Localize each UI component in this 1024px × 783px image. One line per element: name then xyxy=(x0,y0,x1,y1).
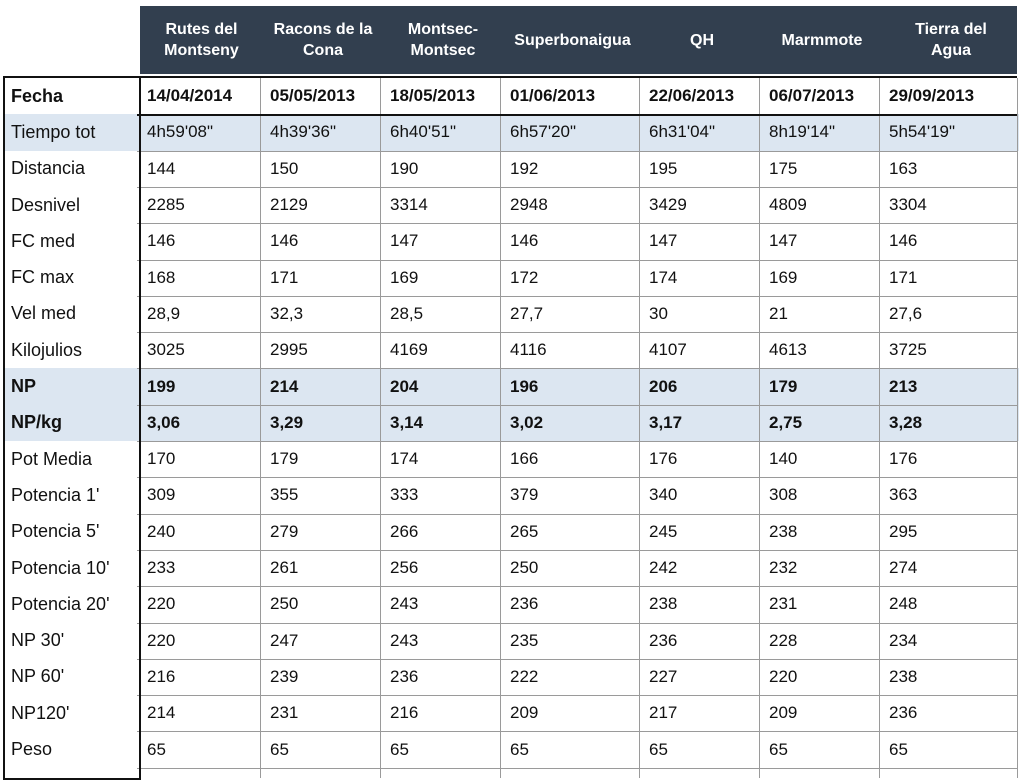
table-cell: 3,14 xyxy=(390,412,424,432)
table-cell: 171 xyxy=(889,267,918,287)
table-cell: 238 xyxy=(649,594,678,614)
table-row xyxy=(3,187,1019,223)
table-cell: 217 xyxy=(649,703,678,723)
table-row xyxy=(3,223,1019,259)
table-cell: 4h39'36" xyxy=(270,122,337,142)
table-cell: 150 xyxy=(270,158,299,178)
row-divider xyxy=(137,623,1017,624)
table-cell: 147 xyxy=(649,231,678,251)
row-label: Potencia 5' xyxy=(11,521,100,542)
table-cell: 195 xyxy=(649,158,678,178)
column-header-6: Marmmote xyxy=(781,31,863,49)
table-cell: 239 xyxy=(270,666,299,686)
table-row xyxy=(3,695,1019,731)
table-cell: 206 xyxy=(649,376,678,396)
table-cell: 266 xyxy=(390,521,419,541)
row-divider xyxy=(137,695,1017,696)
table-row xyxy=(3,550,1019,586)
column-divider xyxy=(879,78,880,778)
table-cell: 209 xyxy=(769,703,798,723)
row-divider xyxy=(137,368,1017,369)
row-divider xyxy=(137,151,1017,152)
table-row xyxy=(3,731,1019,767)
row-divider xyxy=(137,514,1017,515)
row-label: Vel med xyxy=(11,303,77,324)
table-cell: 05/05/2013 xyxy=(270,86,356,106)
column-divider xyxy=(500,78,501,778)
table-cell: 214 xyxy=(270,376,299,396)
table-cell: 243 xyxy=(390,630,419,650)
table-cell: 6h40'51" xyxy=(390,122,457,142)
row-label: Kilojulios xyxy=(11,339,83,360)
table-cell: 216 xyxy=(147,666,176,686)
table-cell: 146 xyxy=(510,231,539,251)
table-row xyxy=(3,368,1019,404)
table-cell: 250 xyxy=(510,558,539,578)
table-row xyxy=(3,405,1019,441)
table-cell: 265 xyxy=(510,521,539,541)
table-cell: 220 xyxy=(147,594,176,614)
table-cell: 295 xyxy=(889,521,918,541)
row-label: Potencia 20' xyxy=(11,593,110,614)
table-cell: 220 xyxy=(147,630,176,650)
table-cell: 192 xyxy=(510,158,539,178)
table-cell: 175 xyxy=(769,158,798,178)
table-cell: 216 xyxy=(390,703,419,723)
table-cell: 4h59'08" xyxy=(147,122,214,142)
row-label: NP 30' xyxy=(11,630,65,651)
row-divider xyxy=(137,187,1017,188)
row-divider xyxy=(137,260,1017,261)
table-row xyxy=(3,514,1019,550)
row-label: Potencia 1' xyxy=(11,484,100,505)
table-cell: 309 xyxy=(147,485,176,505)
table-cell: 190 xyxy=(390,158,419,178)
table-cell: 6h57'20" xyxy=(510,122,577,142)
table-cell: 213 xyxy=(889,376,918,396)
table-cell: 233 xyxy=(147,558,176,578)
table-cell: 22/06/2013 xyxy=(649,86,735,106)
table-cell: 248 xyxy=(889,594,918,614)
table-cell: 228 xyxy=(769,630,798,650)
table-row xyxy=(3,623,1019,659)
table-cell: 274 xyxy=(889,558,918,578)
table-cell: 308 xyxy=(769,485,798,505)
row-label: NP120' xyxy=(11,702,70,723)
table-cell: 3304 xyxy=(889,195,927,215)
table-cell: 170 xyxy=(147,449,176,469)
table-cell: 4107 xyxy=(649,340,687,360)
table-cell: 236 xyxy=(510,594,539,614)
row-label: Fecha xyxy=(11,85,64,106)
table-row xyxy=(3,441,1019,477)
table-cell: 174 xyxy=(390,449,419,469)
table-row xyxy=(3,477,1019,513)
table-row xyxy=(3,114,1019,150)
table-top-border xyxy=(137,76,1017,78)
table-cell: 3725 xyxy=(889,340,927,360)
table-cell: 4809 xyxy=(769,195,807,215)
table-row xyxy=(3,151,1019,187)
table-row xyxy=(3,296,1019,332)
table-cell: 169 xyxy=(390,267,419,287)
table-cell: 2948 xyxy=(510,195,548,215)
table-cell: 236 xyxy=(390,666,419,686)
table-cell: 4169 xyxy=(390,340,428,360)
table-cell: 196 xyxy=(510,376,539,396)
row-label: Tiempo tot xyxy=(3,114,140,150)
table-cell: 28,5 xyxy=(390,303,424,323)
column-header-7: Tierra del Agua xyxy=(915,21,987,59)
table-cell: 27,6 xyxy=(889,303,923,323)
column-divider xyxy=(639,78,640,778)
row-label: NP/kg xyxy=(3,405,140,441)
table-cell: 234 xyxy=(889,630,918,650)
table-cell: 8h19'14" xyxy=(769,122,836,142)
table-cell: 231 xyxy=(769,594,798,614)
row-label: FC med xyxy=(11,230,76,251)
table-row xyxy=(3,78,1019,114)
row-label: Desnivel xyxy=(11,194,81,215)
column-header-1: Rutes del Montseny xyxy=(164,21,239,59)
table-cell: 340 xyxy=(649,485,678,505)
table-cell: 199 xyxy=(147,376,176,396)
table-cell: 3314 xyxy=(390,195,428,215)
table-cell: 3,28 xyxy=(889,412,923,432)
table-cell: 163 xyxy=(889,158,918,178)
table-cell: 240 xyxy=(147,521,176,541)
table-cell: 176 xyxy=(889,449,918,469)
table-cell: 247 xyxy=(270,630,299,650)
row-divider xyxy=(137,296,1017,297)
table-cell: 144 xyxy=(147,158,176,178)
table-cell: 3,17 xyxy=(649,412,683,432)
column-header-band xyxy=(140,6,1017,74)
table-cell: 65 xyxy=(270,739,289,759)
row-divider xyxy=(137,405,1017,406)
table-cell: 355 xyxy=(270,485,299,505)
table-cell: 236 xyxy=(649,630,678,650)
table-cell: 3429 xyxy=(649,195,687,215)
table-cell: 179 xyxy=(769,376,798,396)
table-cell: 3025 xyxy=(147,340,185,360)
table-cell: 279 xyxy=(270,521,299,541)
table-cell: 214 xyxy=(147,703,176,723)
table-cell: 227 xyxy=(649,666,678,686)
table-cell: 168 xyxy=(147,267,176,287)
column-header-4: Superbonaigua xyxy=(514,31,631,49)
table-cell: 14/04/2014 xyxy=(147,86,233,106)
table-cell: 166 xyxy=(510,449,539,469)
table-cell: 21 xyxy=(769,303,788,323)
table-cell: 2285 xyxy=(147,195,185,215)
row-divider xyxy=(137,477,1017,478)
table-cell: 238 xyxy=(889,666,918,686)
table-cell: 204 xyxy=(390,376,419,396)
row-divider xyxy=(137,223,1017,224)
column-divider xyxy=(1017,78,1018,778)
table-cell: 146 xyxy=(270,231,299,251)
table-cell: 65 xyxy=(649,739,668,759)
table-row xyxy=(3,260,1019,296)
row-divider xyxy=(137,586,1017,587)
table-cell: 3,02 xyxy=(510,412,544,432)
table-cell: 250 xyxy=(270,594,299,614)
row-label: Distancia xyxy=(11,158,86,179)
table-cell: 146 xyxy=(889,231,918,251)
row-divider xyxy=(137,550,1017,551)
table-cell: 146 xyxy=(147,231,176,251)
table-cell: 232 xyxy=(769,558,798,578)
column-header-5: QH xyxy=(690,31,714,49)
table-cell: 65 xyxy=(147,739,166,759)
table-row xyxy=(3,586,1019,622)
table-cell: 2,75 xyxy=(769,412,803,432)
table-cell: 2995 xyxy=(270,340,308,360)
table-cell: 220 xyxy=(769,666,798,686)
row-divider xyxy=(137,659,1017,660)
table-cell: 261 xyxy=(270,558,299,578)
table-cell: 238 xyxy=(769,521,798,541)
table-cell: 30 xyxy=(649,303,668,323)
row-label: NP xyxy=(3,368,140,404)
row-divider xyxy=(137,332,1017,333)
table-cell: 147 xyxy=(390,231,419,251)
table-cell: 18/05/2013 xyxy=(390,86,476,106)
row-label: FC max xyxy=(11,267,74,288)
column-header-2: Racons de la Cona xyxy=(273,21,373,59)
table-cell: 06/07/2013 xyxy=(769,86,855,106)
table-cell: 222 xyxy=(510,666,539,686)
table-cell: 379 xyxy=(510,485,539,505)
date-row-bottom-border xyxy=(137,114,1017,116)
table-cell: 32,3 xyxy=(270,303,304,323)
table-row xyxy=(3,332,1019,368)
table-cell: 2129 xyxy=(270,195,308,215)
table-cell: 65 xyxy=(769,739,788,759)
table-cell: 29/09/2013 xyxy=(889,86,975,106)
row-label: Pot Media xyxy=(11,448,93,469)
table-cell: 236 xyxy=(889,703,918,723)
table-cell: 256 xyxy=(390,558,419,578)
table-cell: 179 xyxy=(270,449,299,469)
table-cell: 3,06 xyxy=(147,412,181,432)
table-cell: 243 xyxy=(390,594,419,614)
row-divider xyxy=(137,768,1017,769)
column-divider xyxy=(380,78,381,778)
column-divider xyxy=(260,78,261,778)
table-cell: 174 xyxy=(649,267,678,287)
table-cell: 65 xyxy=(889,739,908,759)
column-header-3: Montsec- Montsec xyxy=(407,21,479,59)
table-cell: 333 xyxy=(390,485,419,505)
table-cell: 5h54'19" xyxy=(889,122,956,142)
row-label: Peso xyxy=(11,739,53,760)
table-cell: 01/06/2013 xyxy=(510,86,596,106)
table-row xyxy=(3,659,1019,695)
table-cell: 65 xyxy=(390,739,409,759)
table-cell: 209 xyxy=(510,703,539,723)
table-cell: 3,29 xyxy=(270,412,304,432)
table-cell: 172 xyxy=(510,267,539,287)
row-divider xyxy=(137,441,1017,442)
table-cell: 65 xyxy=(510,739,529,759)
table-cell: 4116 xyxy=(510,340,547,360)
table-cell: 242 xyxy=(649,558,678,578)
table-cell: 27,7 xyxy=(510,303,544,323)
table-cell: 231 xyxy=(270,703,299,723)
table-cell: 28,9 xyxy=(147,303,181,323)
row-label: Potencia 10' xyxy=(11,557,110,578)
column-divider xyxy=(759,78,760,778)
table-cell: 4613 xyxy=(769,340,807,360)
table-cell: 245 xyxy=(649,521,678,541)
row-divider xyxy=(137,731,1017,732)
table-cell: 363 xyxy=(889,485,918,505)
table-cell: 176 xyxy=(649,449,678,469)
table-cell: 140 xyxy=(769,449,798,469)
row-label: NP 60' xyxy=(11,666,65,687)
table-cell: 171 xyxy=(270,267,299,287)
table-cell: 6h31'04" xyxy=(649,122,716,142)
table-cell: 235 xyxy=(510,630,539,650)
table-cell: 169 xyxy=(769,267,798,287)
data-table xyxy=(3,78,1019,778)
table-cell: 147 xyxy=(769,231,798,251)
